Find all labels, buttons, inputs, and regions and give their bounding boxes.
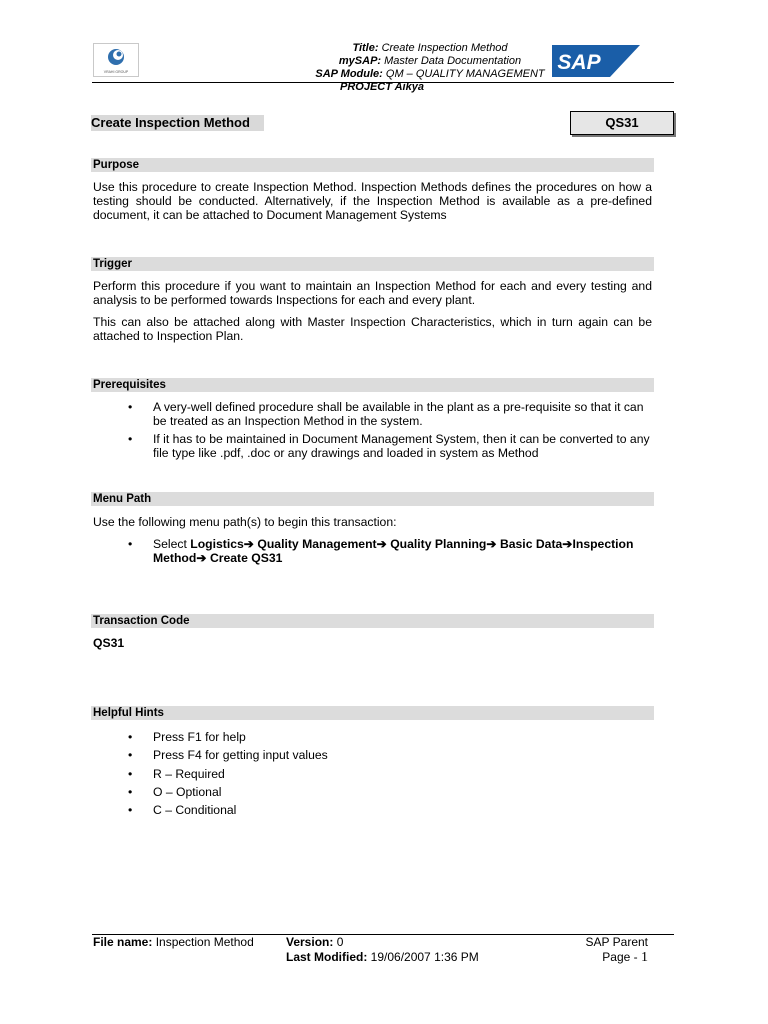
- arrow-right-icon: ➔: [486, 537, 497, 551]
- section-heading-transaction-code: Transaction Code: [91, 614, 654, 628]
- footer-version: Version: 0: [286, 935, 344, 949]
- purpose-text: Use this procedure to create Inspection Method. Inspection Methods defines the procedures on how a testing should be conducted. Alternatively, if the Inspection Method is available as a pre-defined document, it can be attached to Document Management Systems: [93, 180, 652, 222]
- list-item: • Press F1 for help: [128, 728, 652, 746]
- sap-logo-text: SAP: [557, 51, 601, 74]
- bullet: •: [128, 803, 133, 818]
- footer-last-modified: Last Modified: 19/06/2007 1:36 PM: [286, 950, 479, 964]
- bullet: •: [128, 432, 133, 446]
- footer-page: Page - 1: [602, 950, 648, 965]
- list-item: • C – Conditional: [128, 801, 652, 819]
- list-item: • O – Optional: [128, 783, 652, 801]
- header-module-line: SAP Module: QM – QUALITY MANAGEMENT: [315, 68, 545, 80]
- bullet: •: [128, 400, 133, 414]
- company-logo-icon: [94, 44, 138, 76]
- sap-logo: [552, 45, 640, 80]
- bullet: •: [128, 766, 133, 781]
- menu-step-basic-data: Basic Data: [499, 537, 563, 551]
- page-title: Create Inspection Method: [91, 115, 264, 131]
- menu-step-quality-management: Quality Management: [257, 537, 377, 551]
- bullet: •: [128, 537, 133, 551]
- trigger-text-2: This can also be attached along with Master Inspection Characteristics, which in turn again can be attached to Inspection Plan.: [93, 315, 652, 343]
- transaction-code-box: QS31: [570, 111, 674, 135]
- menu-path-item: • Select Logistics➔ Quality Management➔ Quality Planning➔ Basic Data➔Inspection Method➔ Create QS31: [128, 537, 634, 565]
- list-item: • Press F4 for getting input values: [128, 746, 652, 764]
- footer-org-page: [540, 935, 648, 965]
- arrow-right-icon: ➔: [376, 537, 387, 551]
- transaction-code-value: QS31: [93, 636, 125, 650]
- menu-path-intro: Use the following menu path(s) to begin this transaction:: [93, 515, 397, 529]
- arrow-right-icon: ➔: [562, 537, 573, 551]
- bullet: •: [128, 748, 133, 763]
- section-heading-trigger: Trigger: [91, 257, 654, 271]
- footer-file-name: File name: Inspection Method: [93, 935, 254, 949]
- footer-org: SAP Parent: [585, 935, 648, 949]
- trigger-text-1: Perform this procedure if you want to maintain an Inspection Method for each and every testing and analysis to be performed towards Inspections for each and every plant.: [93, 279, 652, 307]
- header-mysap-line: mySAP: Master Data Documentation: [338, 55, 522, 67]
- header-title-line: Title: Create Inspection Method: [352, 42, 508, 54]
- bullet: •: [128, 784, 133, 799]
- menu-step-inspection-method: Inspection Method: [153, 537, 634, 565]
- helpful-hints-list: [128, 728, 652, 819]
- list-item: • A very-well defined procedure shall be available in the plant as a pre-requisite so that it can be treated as an Inspection Method in the system.: [128, 400, 644, 428]
- menu-step-create: Create QS31: [209, 551, 283, 565]
- page-number: 1: [641, 950, 648, 965]
- prerequisites-list: [128, 400, 652, 460]
- section-heading-menu-path: Menu Path: [91, 492, 654, 506]
- arrow-right-icon: ➔: [243, 537, 254, 551]
- section-heading-helpful-hints: Helpful Hints: [91, 706, 654, 720]
- arrow-right-icon: ➔: [196, 551, 207, 565]
- menu-step-quality-planning: Quality Planning: [390, 537, 487, 551]
- bullet: •: [128, 730, 133, 744]
- section-heading-prerequisites: Prerequisites: [91, 378, 654, 392]
- section-heading-purpose: Purpose: [91, 158, 654, 172]
- menu-step-logistics: Logistics: [190, 537, 244, 551]
- company-logo: [93, 43, 139, 77]
- list-item: • R – Required: [128, 765, 652, 783]
- project-name: PROJECT Aikya: [340, 81, 424, 93]
- logo-caption: VRAHI GROUP: [103, 70, 129, 74]
- footer-version-info: [286, 935, 479, 965]
- list-item: • If it has to be maintained in Document Management System, then it can be converted to any file type like .pdf, .doc or any drawings and loaded in system as Method: [128, 432, 650, 460]
- menu-path-list: [128, 537, 652, 565]
